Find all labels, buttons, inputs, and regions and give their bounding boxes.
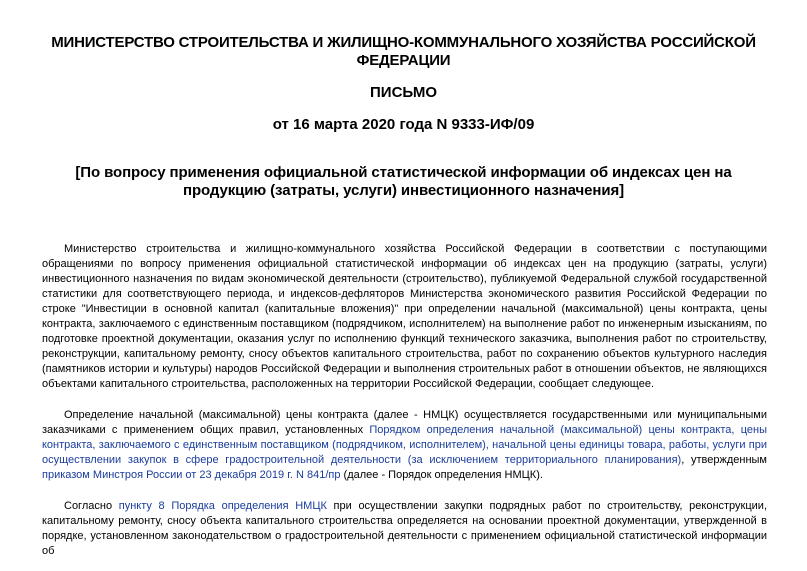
paragraph-text: при осуществлении закупки подрядных работ по строительству, реконструкции, капитальному ремонту, сносу объекта капитального строительства определяется на основании проектной документации, утвержденной в порядке, установленном законодательством о градостроительной деятельности с применением официальной статистической информации об bbox=[42, 500, 768, 557]
link-clause-8[interactable]: пункту 8 Порядка определения НМЦК bbox=[118, 500, 327, 512]
document-type: ПИСЬМО bbox=[370, 84, 437, 101]
document-date-number: от 16 марта 2020 года N 9333-ИФ/09 bbox=[272, 116, 535, 133]
paragraph-text: Определение начальной (максимальной) цены контракта (далее - НМЦК) осуществляется государственными или муниципальными заказчиками с применением общих правил, установленных bbox=[42, 409, 767, 436]
link-minstroy-order[interactable]: приказом Минстроя России от 23 декабря 2019 г. N 841/пр bbox=[42, 469, 341, 481]
paragraph-text: (далее - Порядок определения НМЦК). bbox=[340, 469, 543, 481]
link-order-procedure[interactable]: Порядком определения начальной (максимальной) цены контракта, цены контракта, заключаемого с единственным поставщиком (подрядчиком, исполнителем), начальной цены единицы товара, работы, услуги при осуществлении закупок в сфере градостроительной деятельности (за исключением территориального планирования) bbox=[42, 424, 767, 466]
ministry-title: МИНИСТЕРСТВО СТРОИТЕЛЬСТВА И ЖИЛИЩНО-КОММУНАЛЬНОГО ХОЗЯЙСТВА РОССИЙСКОЙ ФЕДЕРАЦИИ bbox=[51, 34, 756, 69]
paragraph-intro: Министерство строительства и жилищно-коммунального хозяйства Российской Федерации в соответствии с поступающими обращениями по вопросу применения официальной статистической информации об индексах цен на продукцию (затраты, услуги) инвестиционного назначения по видам экономической деятельности (строительство), публикуемой Федеральной службой государственной статистики для соответствующего периода, и индексов-дефляторов Министерства экономического развития Российской Федерации по строке "Инвестиции в основной капитал (капитальные вложения)" при определении начальной (максимальной) цены контракта, цены контракта, заключаемого с единственным поставщиком (подрядчиком, исполнителем) на выполнение работ по инженерным изысканиям, по подготовке проектной документации, оказания услуг по исполнению функций технического заказчика, выполнения работ по строительству, реконструкции, капитальному ремонту, сносу объектов капитального строительства, работ по сохранению объектов культурного наследия (памятников истории и культуры) народов Российской Федерации и выполнения строительных работ в отношении объектов, не являющихся объектами капитального строительства, расположенных на территории Российской Федерации, сообщает следующее. bbox=[42, 243, 767, 390]
paragraph-clause-8 bbox=[40, 499, 767, 559]
paragraph-text: Согласно bbox=[64, 500, 119, 512]
paragraph-text: , утвержденным bbox=[681, 454, 767, 466]
document-subject: [По вопросу применения официальной статистической информации об индексах цен на продукцию (затраты, услуги) инвестиционного назначения] bbox=[75, 164, 732, 199]
paragraph-nmck-definition bbox=[40, 408, 767, 483]
